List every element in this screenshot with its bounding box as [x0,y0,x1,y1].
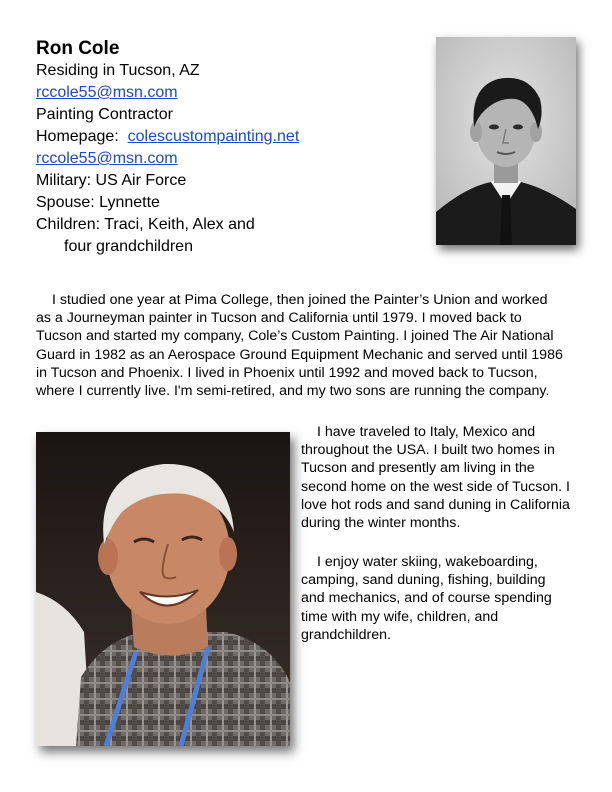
email-link[interactable]: rccole55@msn.com [36,84,178,101]
children: Children: Traci, Keith, Alex and [36,216,255,233]
email-link-2[interactable]: rccole55@msn.com [36,150,178,167]
residence: Residing in Tucson, AZ [36,62,200,79]
person-name: Ron Cole [36,38,120,59]
yearbook-photo [436,37,576,245]
homepage-link[interactable]: colescustompainting.net [127,128,300,145]
bio-paragraph-2: I have traveled to Italy, Mexico and throughout the USA. I built two homes in Tucson and presently am living in the second home on the west side of Tucson. I love hot rods and sand duning in California during the winter months. [301,424,570,532]
profile-header [36,38,426,258]
bio-paragraph-3: I enjoy water skiing, wakeboarding, camping, sand duning, fishing, building and mechanics, and of course spending time with my wife, children, and grandchildren. [301,554,552,643]
homepage-row [36,126,426,148]
recent-photo [36,432,290,746]
spouse: Spouse: Lynnette [36,194,160,211]
military: Military: US Air Force [36,172,187,189]
grandchildren: four grandchildren [64,238,193,255]
occupation: Painting Contractor [36,106,173,123]
young-portrait-icon [436,37,576,245]
homepage-label: Homepage: [36,128,119,145]
bio-paragraph-1: I studied one year at Pima College, then joined the Painter’s Union and worked as a Journeyman painter in Tucson and California until 1979. I moved back to Tucson and started my company, Cole’s Custom Painting. I joined The Air National Guard in 1982 as an Aerospace Ground Equipment Mechanic and served until 1986 in Tucson and Phoenix. I lived in Phoenix until 1992 and moved back to Tucson, where I currently live. I'm semi-retired, and my two sons are running the company. [36,292,563,400]
smiling-man-portrait-icon [36,432,290,746]
